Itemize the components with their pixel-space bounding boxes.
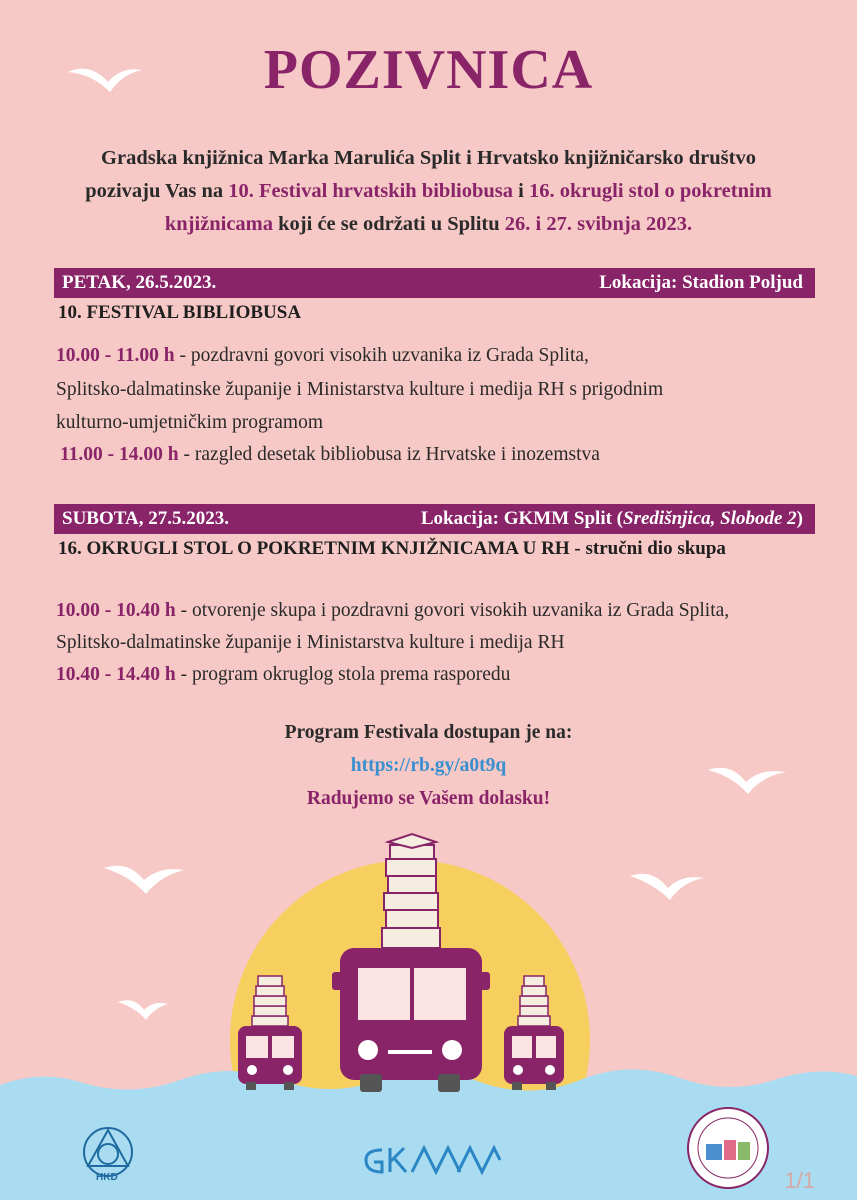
day2-location: Lokacija: GKMM Split (Središnjica, Slobode 2): [420, 508, 803, 529]
page-title: POZIVNICA: [263, 39, 594, 101]
day2-item1-time: 10.00 - 10.40 h: [56, 600, 176, 621]
round-table-name: 16. okrugli stol o pokretnim: [528, 180, 772, 202]
day2-heading: 16. OKRUGLI STOL O POKRETNIM KNJIŽNICAMA U RH - stručni dio skupa: [58, 538, 726, 559]
mobile-libraries-logo-icon: [688, 1108, 768, 1188]
intro-paragraph: [40, 142, 817, 241]
day1-header-bar: [54, 268, 815, 298]
day2-header-bar: [54, 504, 815, 534]
event-dates: 26. i 27. svibnja 2023.: [504, 213, 693, 235]
seagull-icon: [104, 866, 184, 894]
page-number: 1/1: [784, 1168, 815, 1193]
intro-line-3: knjižnicama koji će se održati u Splitu 26. i 27. svibnja 2023.: [164, 213, 693, 235]
day1-item1-line1: 10.00 - 11.00 h - pozdravni govori visokih uzvanika iz Grada Splita,: [56, 345, 589, 366]
day1-heading: 10. FESTIVAL BIBLIOBUSA: [58, 302, 302, 323]
day1-date: PETAK, 26.5.2023.: [62, 272, 217, 293]
intro-line-2: pozivaju Vas na 10. Festival hrvatskih bibliobusa i 16. okrugli stol o pokretnim: [85, 180, 772, 202]
day2-item2-time: 10.40 - 14.40 h: [56, 664, 176, 685]
day2-item2: 10.40 - 14.40 h - program okruglog stola prema rasporedu: [56, 664, 511, 685]
day1-item1-time: 10.00 - 11.00 h: [56, 345, 175, 366]
day2-item1-line1: 10.00 - 10.40 h - otvorenje skupa i pozdravni govori visokih uzvanika iz Grada Splita,: [56, 600, 730, 621]
seagull-icon: [630, 874, 704, 900]
seagull-icon: [118, 1000, 168, 1020]
program-available-text: Program Festivala dostupan je na:: [284, 722, 573, 743]
day2-item1-line2: Splitsko-dalmatinske županije i Ministarstva kulture i medija RH: [56, 632, 565, 653]
hkd-logo-text: HKD: [96, 1172, 118, 1183]
day1-location: Lokacija: Stadion Poljud: [599, 272, 803, 293]
day1-item1-line2: Splitsko-dalmatinske županije i Ministarstva kulture i medija RH s prigodnim: [56, 379, 664, 400]
day1-item2: 11.00 - 14.00 h - razgled desetak bibliobusa iz Hrvatske i inozemstva: [60, 444, 600, 465]
day1-item2-time: 11.00 - 14.00 h: [60, 444, 179, 465]
intro-line-1: Gradska knjižnica Marka Marulića Split i Hrvatsko knjižničarsko društvo: [101, 147, 756, 169]
program-link[interactable]: https://rb.gy/a0t9q: [350, 755, 507, 776]
closing-text: Radujemo se Vašem dolasku!: [306, 788, 551, 809]
day1-item1-line3: kulturno-umjetničkim programom: [56, 412, 323, 433]
day2-date: SUBOTA, 27.5.2023.: [62, 508, 229, 529]
festival-name: 10. Festival hrvatskih bibliobusa: [228, 180, 514, 202]
